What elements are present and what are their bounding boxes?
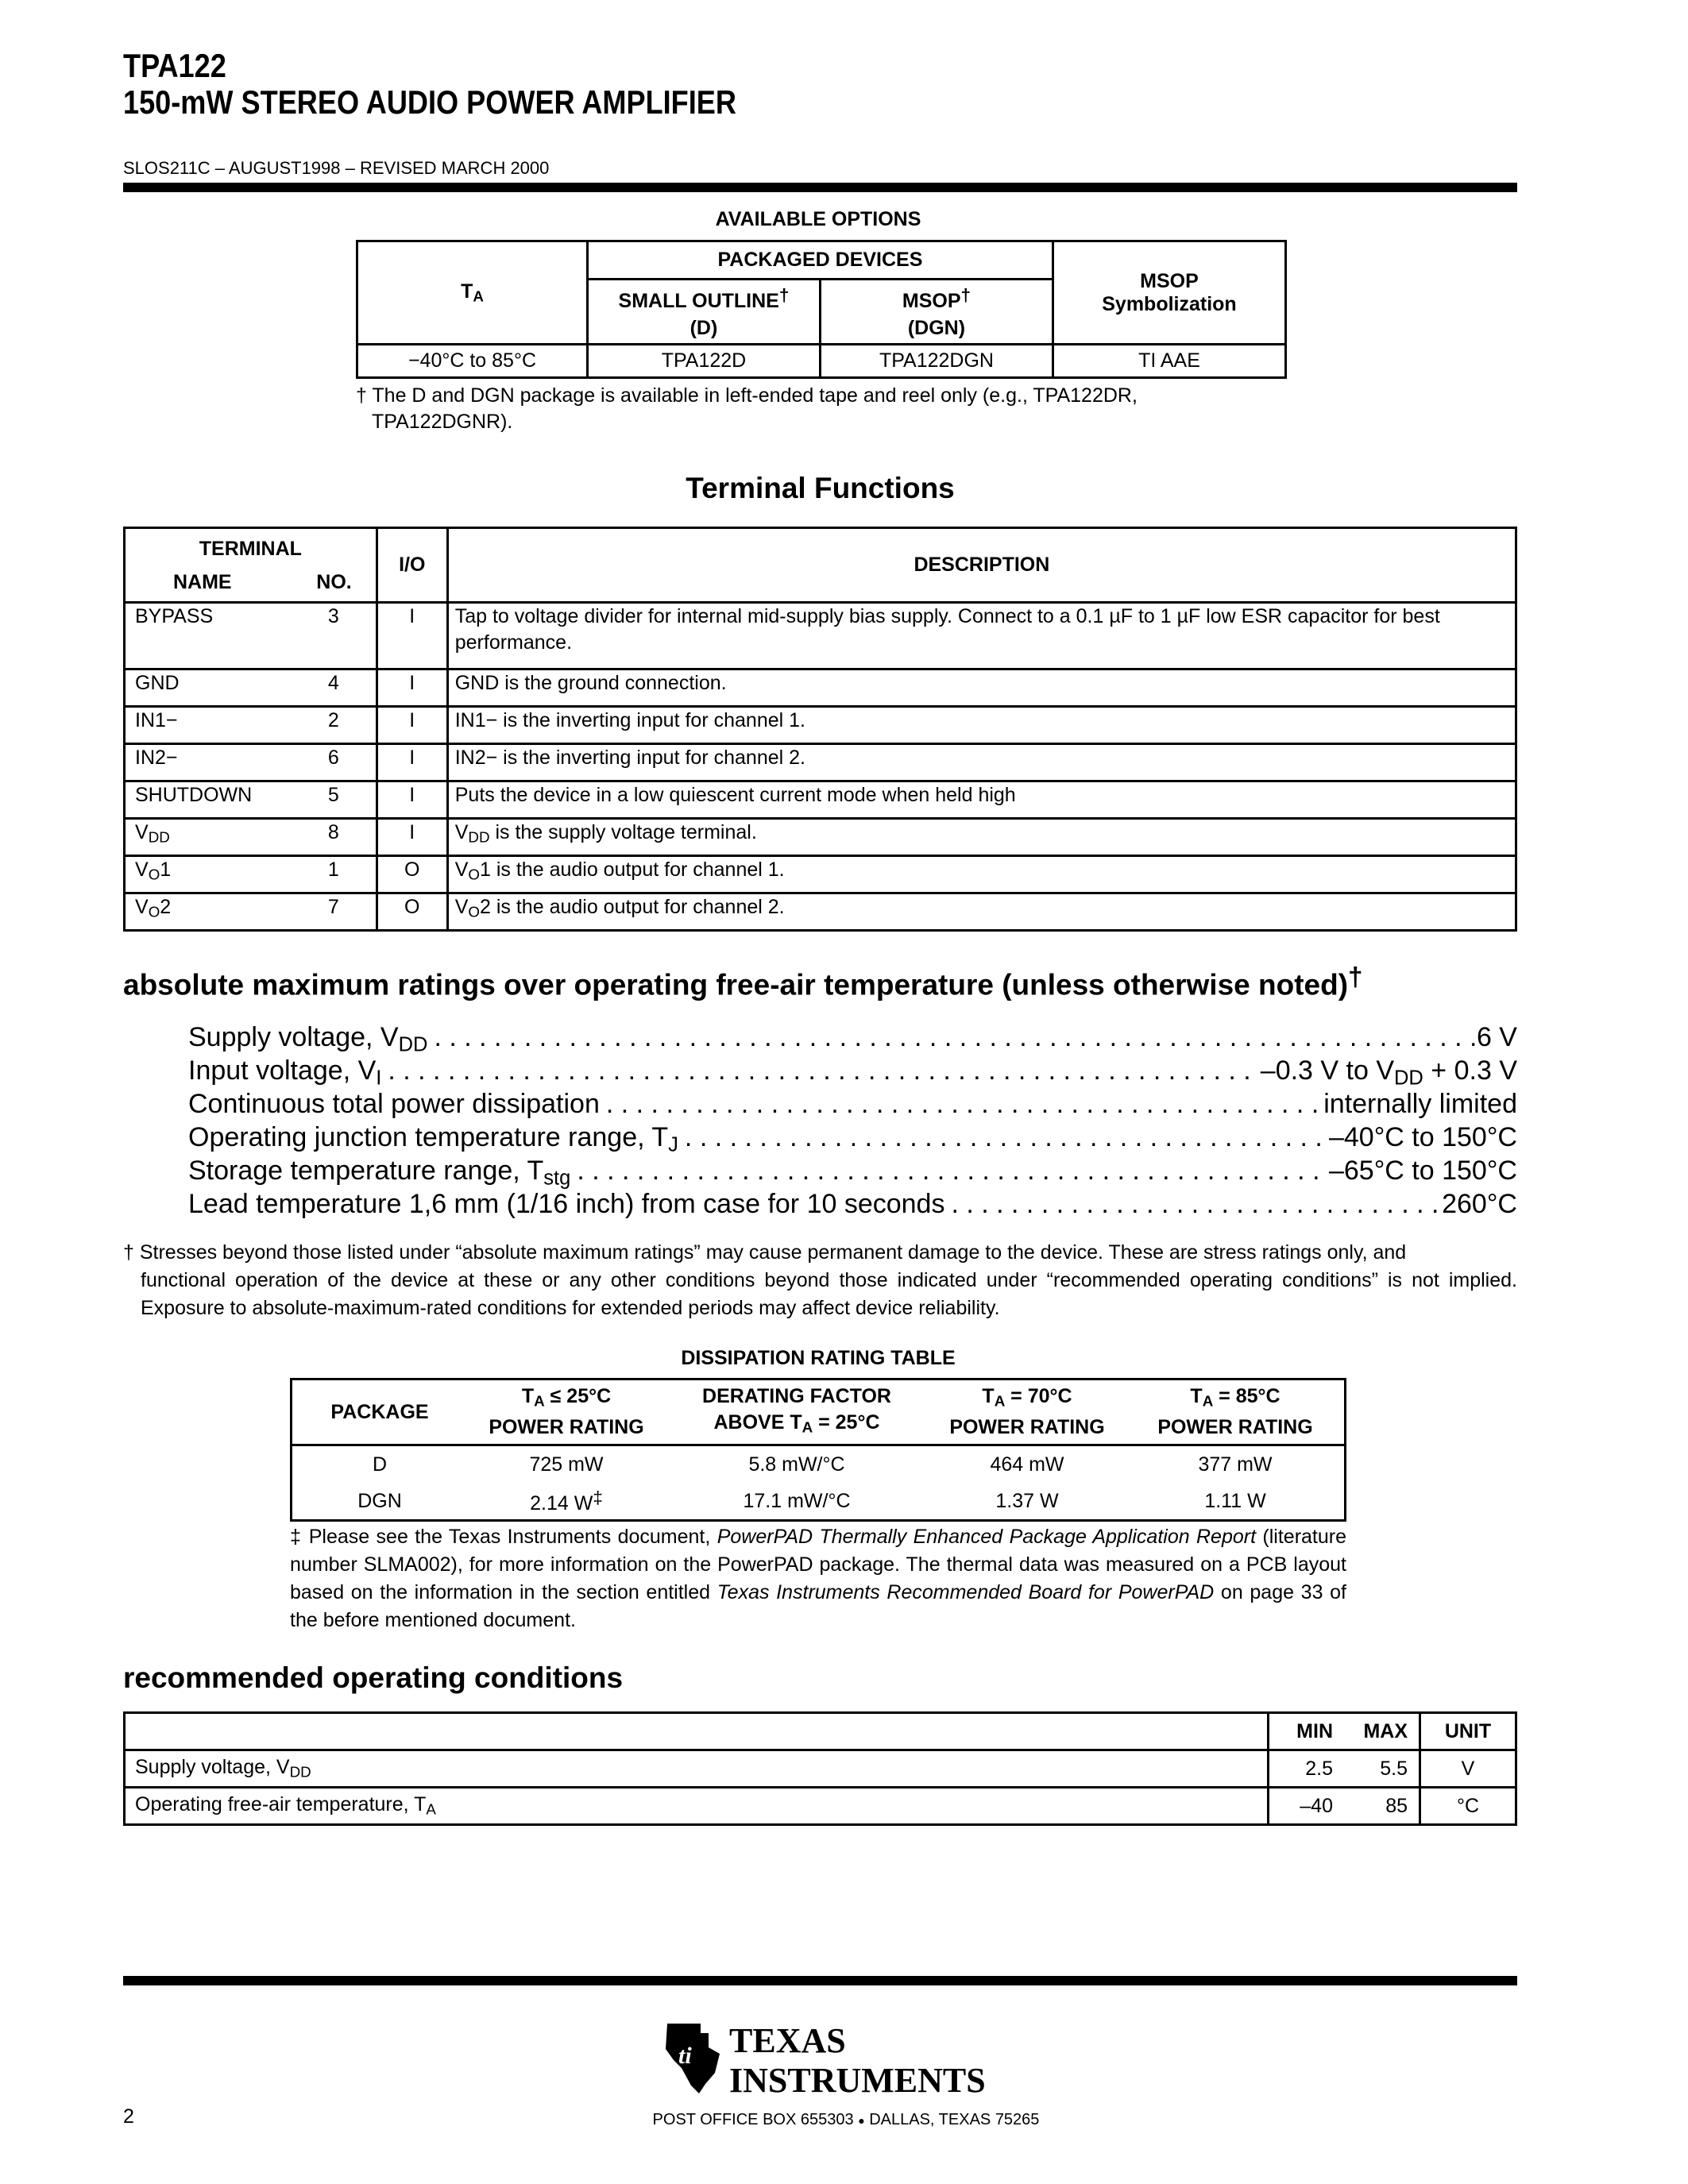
table-row: IN1− 2 I IN1− is the inverting input for channel 1. [125, 707, 1516, 744]
table-row: SHUTDOWN 5 I Puts the device in a low quiescent current mode when held high [125, 781, 1516, 819]
list-item: Lead temperature 1,6 mm (1/16 inch) from case for 10 seconds . . . 260°C [188, 1189, 1517, 1222]
footer-address: POST OFFICE BOX 655303 ● DALLAS, TEXAS 75265 [652, 2111, 1040, 2128]
absolute-max-title: absolute maximum ratings over operating free-air temperature (unless otherwise noted)† [123, 963, 1363, 1001]
table-row: GND 4 I GND is the ground connection. [125, 669, 1516, 707]
ta70-header: $T_A = 70^\circ C$ POWER RATING [928, 1379, 1126, 1445]
available-options-caption: AVAILABLE OPTIONS [715, 208, 921, 230]
terminal-header: TERMINAL NAME NO. [125, 528, 377, 603]
small-outline-header: SMALL OUTLINE† (D) [587, 280, 820, 345]
svg-text:ti: ti [678, 2043, 692, 2069]
logo-texas-text: TEXAS [729, 2021, 846, 2060]
dgn-device-cell: TPA122DGN [820, 345, 1053, 378]
terminal-functions-table [123, 527, 1517, 932]
ti-state-icon [659, 2017, 993, 2097]
max-header: MAX [1344, 1713, 1420, 1750]
recommended-conditions-title: recommended operating conditions [123, 1661, 624, 1694]
derating-header: DERATING FACTOR ABOVE $T_A = 25^\circ C$ [666, 1379, 928, 1445]
io-header: I/O [377, 528, 447, 603]
available-options-table [356, 240, 1287, 379]
table-row: IN2− 6 I IN2− is the inverting input for channel 2. [125, 744, 1516, 781]
msop-header: MSOP† (DGN) [820, 280, 1053, 345]
dagger-mark: † [356, 384, 367, 407]
list-item: Continuous total power dissipation . . . internally limited [188, 1089, 1517, 1122]
temp-range-cell: −40°C to 85°C [357, 345, 588, 378]
table-row: Operating free-air temperature, $T_A$ –40 85 °C [125, 1788, 1516, 1825]
min-header: MIN [1269, 1713, 1345, 1750]
logo-instruments-text: INSTRUMENTS [729, 2061, 986, 2097]
recommended-conditions-table [123, 1711, 1517, 1826]
list-item: Storage temperature range, $T_{stg}$ . . . –65°C to 150°C [188, 1156, 1517, 1189]
absolute-max-footnote: † Stresses beyond those listed under “absolute maximum ratings” may cause permanent damage to the device. These are stress ratings only, and functional operation of the device at these or any other conditions beyond those indicated under “recommended operating conditions” is not implied. Exposure to absolute-maximum-rated conditions for extended periods may affect device reliability. [123, 1241, 1517, 1319]
list-item: Input voltage, $V_I$ . . . –0.3 V to $V_{DD} + 0.3$ V [188, 1055, 1517, 1089]
available-options-footnote: † The D and DGN package is available in left-ended tape and reel only (e.g., TPA122DR, TPA122DGNR). [356, 384, 1138, 433]
table-row: $V_O2$ 7 O $V_O2$ is the audio output for channel 2. [125, 893, 1516, 931]
texas-instruments-logo [659, 2017, 993, 2097]
unit-header: UNIT [1420, 1713, 1516, 1750]
table-row: DGN 2.14 W‡ 17.1 mW/°C 1.37 W 1.11 W [357, 1487, 1266, 1515]
d-device-cell: TPA122D [587, 345, 820, 378]
terminal-functions-title: Terminal Functions [686, 472, 955, 504]
header-rule [123, 183, 1517, 192]
ta25-header: $T_A \le 25^\circ C$ POWER RATING [467, 1379, 666, 1445]
dissipation-caption: DISSIPATION RATING TABLE [681, 1347, 956, 1369]
blank-header [125, 1713, 1269, 1750]
document-id: SLOS211C – AUGUST1998 – REVISED MARCH 2000 [123, 158, 550, 178]
document-subtitle: 150-mW STEREO AUDIO POWER AMPLIFIER [123, 83, 736, 121]
table-row: $V_{DD}$ 8 I $V_{DD}$ is the supply voltage terminal. [125, 819, 1516, 856]
ta85-header: $T_A = 85^\circ C$ POWER RATING [1126, 1379, 1346, 1445]
footer-rule [123, 1976, 1517, 1985]
page-number: 2 [123, 2105, 134, 2128]
table-row: Supply voltage, $V_{DD}$ 2.5 5.5 V [125, 1750, 1516, 1788]
list-item: Operating junction temperature range, $T_J$ . . . –40°C to 150°C [188, 1122, 1517, 1156]
msop-symbolization-header: MSOP Symbolization [1053, 241, 1285, 345]
dagger-mark: † [123, 1241, 134, 1264]
list-item: Supply voltage, $V_{DD}$ . . . 6 V [188, 1022, 1517, 1055]
document-title: TPA122 [123, 47, 226, 84]
ta-header: $T_A$ [357, 241, 588, 345]
packaged-devices-header: PACKAGED DEVICES [587, 241, 1053, 280]
table-row: $V_O1$ 1 O $V_O1$ is the audio output for channel 1. [125, 856, 1516, 893]
symbolization-cell: TI AAE [1053, 345, 1285, 378]
package-header: PACKAGE [292, 1379, 468, 1445]
table-row: D 725 mW 5.8 mW/°C 464 mW 377 mW [372, 1453, 1273, 1476]
table-row: BYPASS 3 I Tap to voltage divider for internal mid-supply bias supply. Connect to a 0.1 µF to 1 µF low ESR capacitor for best performance. [125, 603, 1516, 669]
double-dagger-mark: ‡ [290, 1526, 303, 1548]
dissipation-footnote: ‡ Please see the Texas Instruments document, PowerPAD Thermally Enhanced Package Application Report (literature number SLMA002), for more information on the PowerPAD package. The thermal data was measured on a PCB layout based on the information in the section entitled Texas Instruments Recommended Board for PowerPAD on page 33 of the before mentioned document. [290, 1526, 1347, 1631]
dissipation-table [290, 1378, 1346, 1522]
absolute-max-list [188, 1022, 1517, 1222]
description-header: DESCRIPTION [447, 528, 1516, 603]
